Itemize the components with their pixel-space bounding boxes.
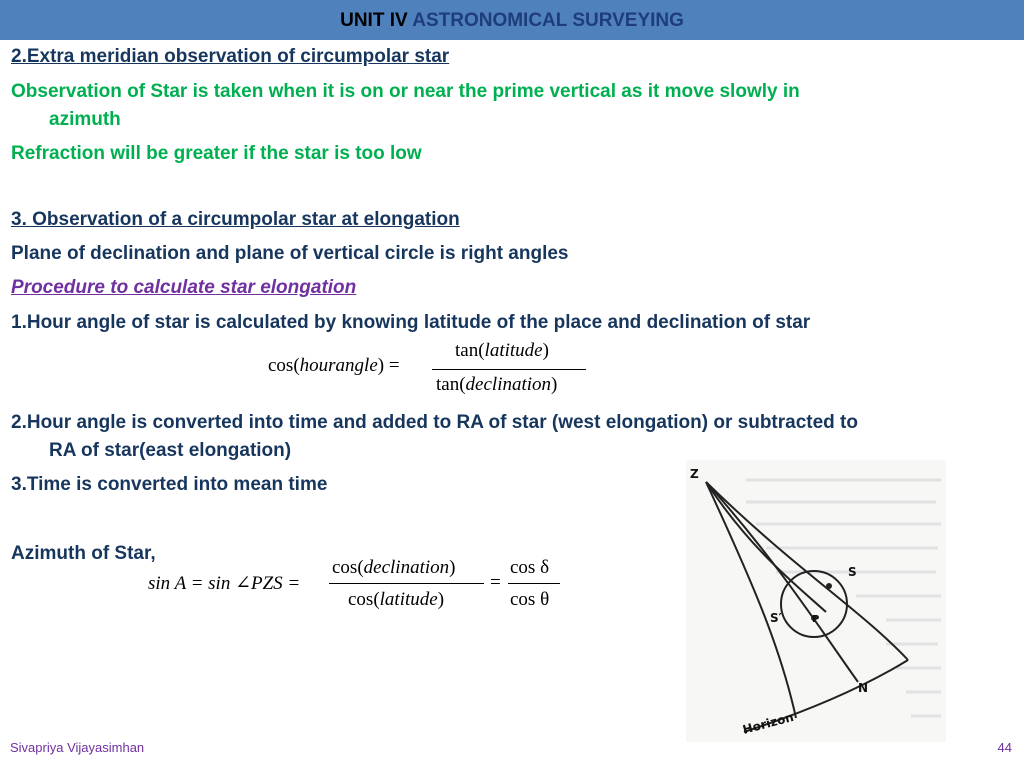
- unit-subject: ASTRONOMICAL SURVEYING: [412, 10, 684, 31]
- formula2-fraction-bar1: [329, 583, 484, 584]
- formula2-denominator1: cos(latitude): [348, 589, 445, 610]
- footer-page-number: 44: [997, 740, 1012, 755]
- formula1-denominator: tan(declination): [436, 374, 558, 395]
- formula2-lhs: sin A = sin ∠PZS =: [148, 573, 301, 594]
- unit-label: UNIT IV: [340, 10, 408, 31]
- step2b-text: RA of star(east elongation): [49, 440, 292, 461]
- step2a-text: 2.Hour angle is converted into time and added to RA of star (west elongation) or subtracted to: [11, 412, 858, 433]
- formula1-fraction-bar: [432, 369, 586, 370]
- formula2-equals: =: [490, 572, 501, 593]
- formula2-fraction-bar2: [508, 583, 560, 584]
- label-star-prime: S′: [770, 611, 782, 625]
- step3-text: 3.Time is converted into mean time: [11, 474, 328, 495]
- label-star: S: [848, 565, 857, 579]
- formula2-denominator2: cos θ: [510, 589, 550, 610]
- section2-line1b: azimuth: [49, 109, 121, 130]
- footer-author: Sivapriya Vijayasimhan: [10, 740, 145, 755]
- section2-line1a: Observation of Star is taken when it is on or near the prime vertical as it move slowly in: [11, 81, 800, 102]
- section3-line1: Plane of declination and plane of vertical circle is right angles: [11, 243, 569, 264]
- formula1-numerator: tan(latitude): [455, 340, 549, 361]
- label-pole: P: [812, 614, 820, 625]
- azimuth-title: Azimuth of Star,: [11, 543, 156, 564]
- procedure-title: Procedure to calculate star elongation: [11, 277, 357, 298]
- step1-text: 1.Hour angle of star is calculated by knowing latitude of the place and declination of star: [11, 312, 811, 333]
- elongation-diagram: [686, 460, 946, 742]
- star-point: [826, 583, 832, 589]
- label-horizon: Horizon: [741, 709, 796, 737]
- section3-title: 3. Observation of a circumpolar star at elongation: [11, 209, 460, 230]
- slide-header: [0, 0, 1024, 40]
- formula1-lhs: cos(hourangle) =: [268, 355, 400, 376]
- section2-line2: Refraction will be greater if the star is too low: [11, 143, 422, 164]
- formula2-numerator2: cos δ: [510, 557, 550, 578]
- formula2-numerator1: cos(declination): [332, 557, 456, 578]
- label-north: N: [858, 681, 869, 695]
- section2-title: 2.Extra meridian observation of circumpolar star: [11, 46, 450, 67]
- label-zenith: Z: [690, 467, 699, 481]
